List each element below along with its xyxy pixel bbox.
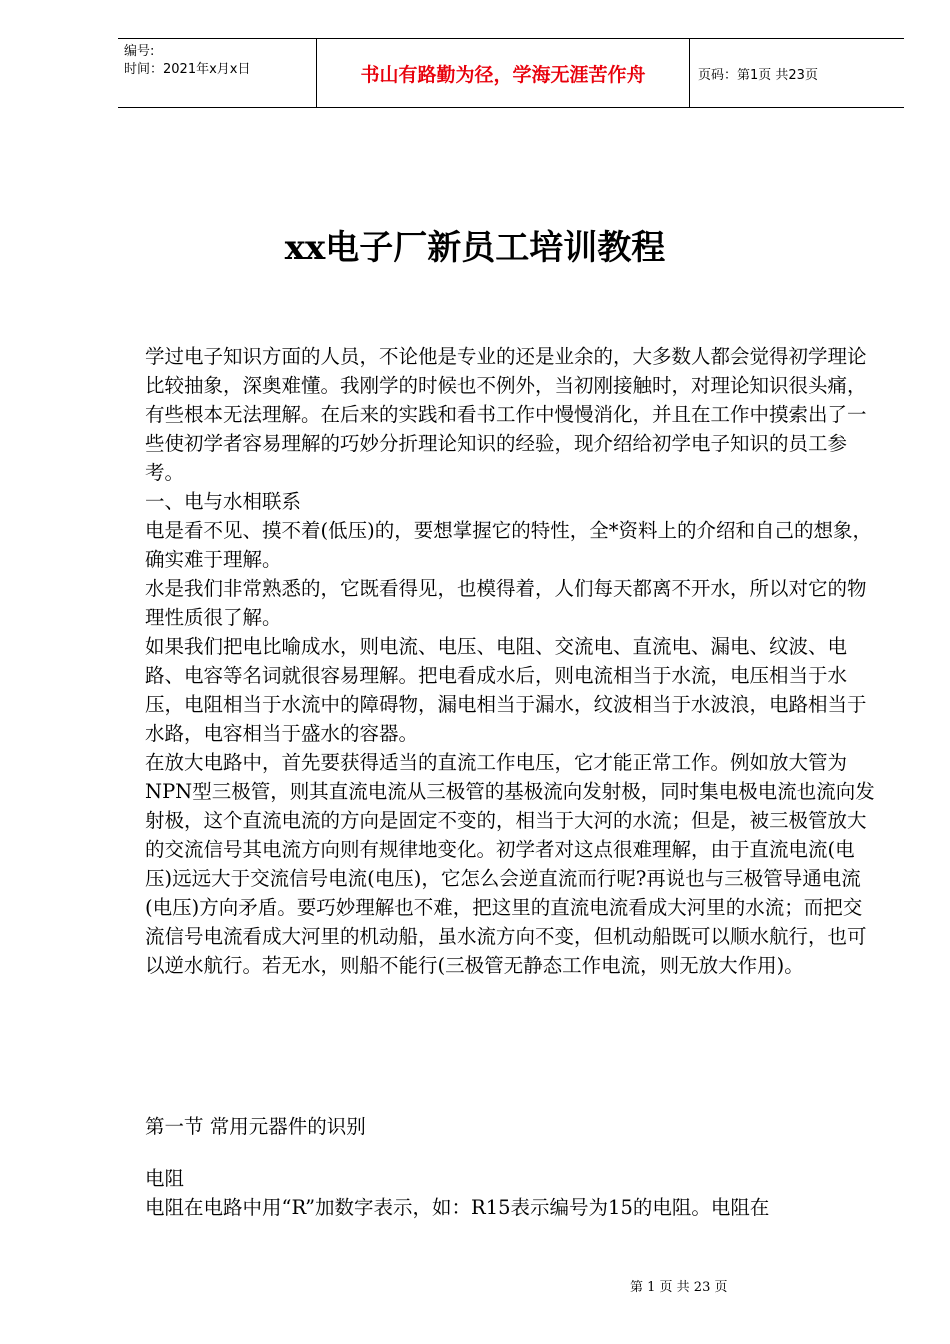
document-title: xx电子厂新员工培训教程: [284, 228, 666, 268]
subsection-heading: 电阻: [145, 1167, 185, 1190]
paragraph: 如果我们把电比喻成水，则电流、电压、电阻、交流电、直流电、漏电、纹波、电路、电容等名词就很容易理解。把电看成水后，则电流相当于水流，电压相当于水压，电阻相当于水流中的障碍物，漏电相当于漏水，纹波相当于水波浪，电路相当于水路，电容相当于盛水的容器。: [145, 635, 867, 745]
paragraph: 水是我们非常熟悉的，它既看得见，也模得着，人们每天都离不开水，所以对它的物理性质很了解。: [145, 577, 867, 629]
serial-label: 编号:: [124, 44, 155, 59]
document-body: [145, 342, 875, 980]
footer-page-number: 第 1 页 共 23 页: [630, 1280, 728, 1295]
paragraph-heading-1: 一、电与水相联系: [145, 490, 302, 513]
header-page-info: 页码：第1页 共23页: [698, 67, 818, 83]
page-header: [118, 38, 904, 108]
header-meta: [118, 39, 316, 107]
header-motto: 书山有路勤为径，学海无涯苦作舟: [316, 39, 690, 107]
subsection-paragraph: 电阻在电路中用“R”加数字表示，如：R15表示编号为15的电阻。电阻在: [145, 1196, 770, 1219]
subsection-resistor: [145, 1164, 875, 1222]
paragraph: 在放大电路中，首先要获得适当的直流工作电压，它才能正常工作。例如放大管为NPN型三极管，则其直流电流从三极管的基极流向发射极，同时集电极电流也流向发射极，这个直流电流的方向是固定不变的，相当于大河的水流；但是，被三极管放大的交流信号其电流方向则有规律地变化。初学者对这点很难理解，由于直流电流(电压)远远大于交流信号电流(电压)，它怎么会逆直流而行呢?再说也与三极管导通电流(电压)方向矛盾。要巧妙理解也不难，把这里的直流电流看成大河里的水流；而把交流信号电流看成大河里的机动船，虽水流方向不变，但机动船既可以顺水航行，也可以逆水航行。若无水，则船不能行(三极管无静态工作电流，则无放大作用)。: [145, 751, 875, 977]
paragraph: 电是看不见、摸不着(低压)的，要想掌握它的特性，全*资料上的介绍和自己的想象，确实难于理解。: [145, 519, 872, 571]
time-label: 时间：2021年x月x日: [124, 62, 251, 77]
paragraph-intro: 学过电子知识方面的人员，不论他是专业的还是业余的，大多数人都会觉得初学理论比较抽象，深奥难懂。我刚学的时候也不例外，当初刚接触时，对理论知识很头痛，有些根本无法理解。在后来的实践和看书工作中慢慢消化，并且在工作中摸索出了一些使初学者容易理解的巧妙分折理论知识的经验，现介绍给初学电子知识的员工参考。: [145, 345, 867, 484]
section-heading: 第一节 常用元器件的识别: [145, 1115, 366, 1138]
